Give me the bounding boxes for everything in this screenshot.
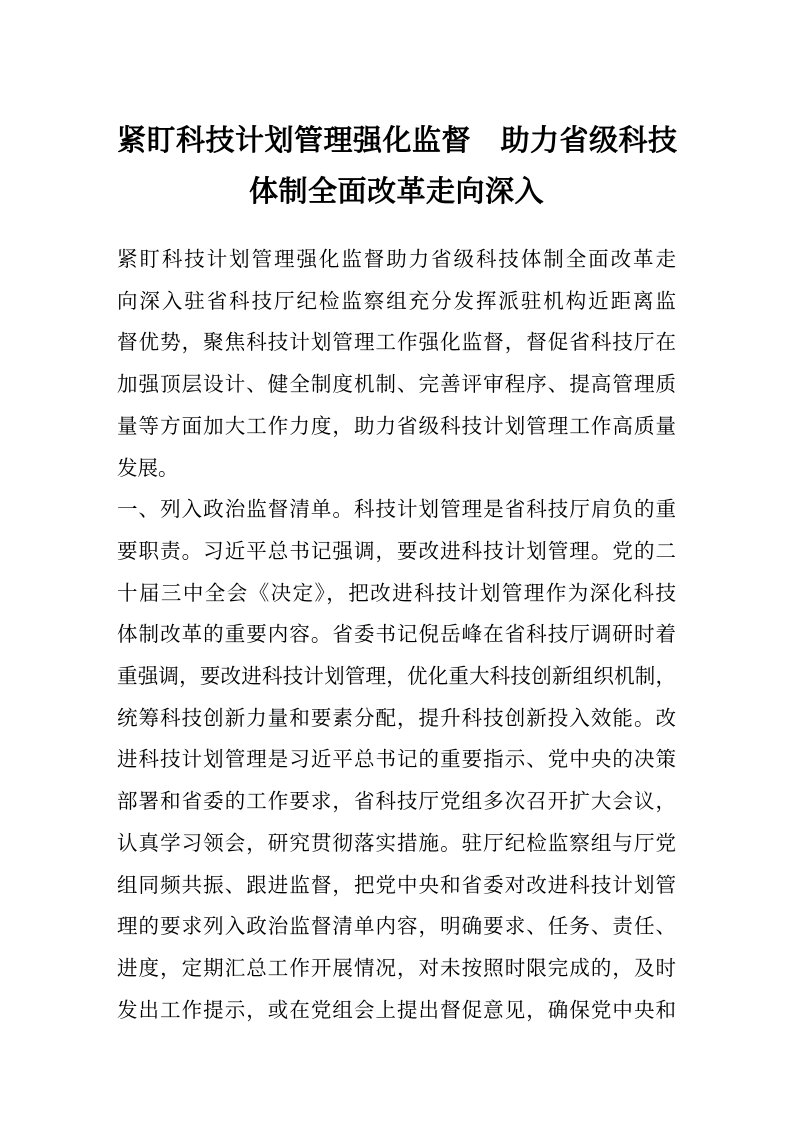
text-line: 紧盯科技计划管理强化监督助力省级科技体制全面改革走 <box>117 249 676 271</box>
text-line: 进度，定期汇总工作开展情况，对未按照时限完成的，及时 <box>117 957 676 980</box>
text-line: 重强调，要改进科技计划管理，优化重大科技创新组织机制， <box>117 666 676 689</box>
text-line: 量等方面加大工作力度，助力省级科技计划管理工作高质量 <box>117 415 676 438</box>
text-line: 认真学习领会，研究贯彻落实措施。驻厅纪检监察组与厅党 <box>117 832 676 855</box>
text-line: 进科技计划管理是习近平总书记的重要指示、党中央的决策 <box>117 749 676 772</box>
title-line-2: 体制全面改革走向深入 <box>248 176 544 208</box>
document-body <box>117 240 676 1032</box>
text-line: 向深入驻省科技厅纪检监察组充分发挥派驻机构近距离监 <box>117 290 676 313</box>
text-line: 一、列入政治监督清单。科技计划管理是省科技厅肩负的重 <box>117 499 676 522</box>
text-line: 部署和省委的工作要求，省科技厅党组多次召开扩大会议， <box>117 791 676 814</box>
paragraph-1 <box>117 240 676 490</box>
text-line: 发展。 <box>117 457 179 480</box>
text-line: 加强顶层设计、健全制度机制、完善评审程序、提高管理质 <box>117 374 676 397</box>
text-line: 督优势，聚焦科技计划管理工作强化监督，督促省科技厅在 <box>117 332 676 355</box>
text-line: 统筹科技创新力量和要素分配，提升科技创新投入效能。改 <box>117 707 676 730</box>
title-line-1: 紧盯科技计划管理强化监督 助力省级科技 <box>117 125 678 157</box>
text-line: 发出工作提示，或在党组会上提出督促意见，确保党中央和 <box>117 999 676 1022</box>
text-line: 十届三中全会《决定》，把改进科技计划管理作为深化科技 <box>117 582 676 605</box>
text-line: 理的要求列入政治监督清单内容，明确要求、任务、责任、 <box>117 916 676 939</box>
paragraph-2 <box>117 490 676 1032</box>
document-title <box>117 116 676 218</box>
text-line: 体制改革的重要内容。省委书记倪岳峰在省科技厅调研时着 <box>117 624 676 647</box>
text-line: 要职责。习近平总书记强调，要改进科技计划管理。党的二 <box>117 540 676 563</box>
text-line: 组同频共振、跟进监督，把党中央和省委对改进科技计划管 <box>117 874 676 897</box>
